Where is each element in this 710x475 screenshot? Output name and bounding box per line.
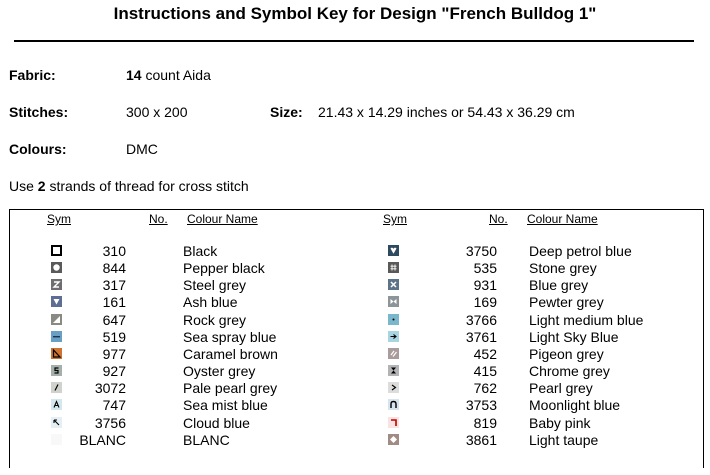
table-row xyxy=(51,346,361,363)
strand-count: 2 xyxy=(37,178,46,194)
colour-name: Light Sky Blue xyxy=(529,328,619,345)
size-value: 21.43 x 14.29 inches or 54.43 x 36.29 cm xyxy=(318,104,575,120)
no-header-right: No. xyxy=(489,212,508,226)
dmc-number: 3756 xyxy=(94,414,126,431)
table-row xyxy=(388,294,698,311)
table-row xyxy=(51,397,361,414)
dmc-number: 747 xyxy=(102,397,126,414)
colour-name: Deep petrol blue xyxy=(529,243,632,259)
table-row xyxy=(388,397,698,414)
instruction-suffix: strands of thread for cross stitch xyxy=(49,178,249,194)
table-row xyxy=(388,277,698,294)
name-header-left: Colour Name xyxy=(187,212,258,226)
dmc-number: 3761 xyxy=(465,328,497,345)
table-row xyxy=(388,380,698,397)
title-divider xyxy=(14,40,694,42)
dmc-number: 927 xyxy=(102,363,126,380)
dmc-number: 762 xyxy=(473,380,497,397)
fabric-value xyxy=(126,67,211,83)
table-row xyxy=(51,294,361,311)
dmc-number: 819 xyxy=(473,414,497,431)
colours-label: Colours: xyxy=(9,141,67,157)
colour-name: Pepper black xyxy=(183,260,265,277)
table-row xyxy=(51,329,361,346)
colour-name: Light taupe xyxy=(529,431,599,448)
colour-name: Ash blue xyxy=(183,294,238,311)
dmc-number: 977 xyxy=(102,345,126,362)
colour-name: Black xyxy=(183,243,218,259)
hatch-icon xyxy=(388,348,399,359)
dmc-number: 161 xyxy=(102,294,126,311)
hash-icon xyxy=(388,262,399,273)
dmc-number: 3753 xyxy=(465,397,497,414)
table-row xyxy=(51,243,361,260)
colour-name: Cloud blue xyxy=(183,414,250,431)
colour-name: Chrome grey xyxy=(529,363,610,380)
dmc-number: 519 xyxy=(102,328,126,345)
colour-name: Sea mist blue xyxy=(183,397,268,414)
dmc-number: 3861 xyxy=(465,431,497,448)
colour-name: Pearl grey xyxy=(529,380,593,397)
dmc-number: 3072 xyxy=(94,380,126,397)
colour-name: Blue grey xyxy=(529,277,589,294)
dmc-number: BLANC xyxy=(79,431,126,448)
colour-name: Pale pearl grey xyxy=(183,380,278,397)
arrow-right-icon xyxy=(388,331,399,342)
hourglass-icon xyxy=(388,365,399,376)
dmc-number: 931 xyxy=(473,277,497,294)
dmc-number: 3766 xyxy=(465,311,497,328)
corner-icon xyxy=(388,417,399,428)
colour-name: Pigeon grey xyxy=(529,345,604,362)
table-row xyxy=(388,415,698,432)
colour-name: Moonlight blue xyxy=(529,397,621,414)
no-header-left: No. xyxy=(149,212,168,226)
instruction-prefix: Use xyxy=(9,178,34,194)
table-row xyxy=(388,329,698,346)
dmc-number: 535 xyxy=(473,260,497,277)
colour-name: Rock grey xyxy=(183,311,247,328)
x-icon xyxy=(388,279,399,290)
dmc-number: 169 xyxy=(473,294,497,311)
table-row xyxy=(51,363,361,380)
diamond-icon xyxy=(388,434,399,445)
bowtie-icon xyxy=(388,296,399,307)
dot-icon xyxy=(388,314,399,325)
table-row xyxy=(388,363,698,380)
colour-name: Light medium blue xyxy=(529,311,644,328)
dmc-number: 310 xyxy=(102,243,126,259)
dmc-number: 844 xyxy=(102,260,126,277)
fabric-type: count Aida xyxy=(145,67,211,83)
table-row xyxy=(51,432,361,449)
size-label: Size: xyxy=(270,104,303,120)
sym-header-right: Sym xyxy=(383,212,407,226)
stitches-value: 300 x 200 xyxy=(126,104,188,120)
table-row xyxy=(51,260,361,277)
dmc-number: 647 xyxy=(102,311,126,328)
table-row xyxy=(388,243,698,260)
colour-name: Steel grey xyxy=(183,277,247,294)
table-row xyxy=(388,260,698,277)
table-row xyxy=(388,312,698,329)
dmc-number: 415 xyxy=(473,363,497,380)
chevron-right-icon xyxy=(388,382,399,393)
table-row xyxy=(388,432,698,449)
table-row xyxy=(51,277,361,294)
table-row xyxy=(51,415,361,432)
colour-name: Stone grey xyxy=(529,260,597,277)
dmc-number: 3750 xyxy=(465,243,497,259)
dmc-number: 452 xyxy=(473,345,497,362)
colour-name: Caramel brown xyxy=(183,345,278,362)
heart-icon xyxy=(388,245,399,256)
table-row xyxy=(51,312,361,329)
colour-name: Pewter grey xyxy=(529,294,604,311)
sym-header-left: Sym xyxy=(47,212,71,226)
colours-value: DMC xyxy=(126,141,158,157)
table-row xyxy=(388,346,698,363)
fabric-label: Fabric: xyxy=(9,67,56,83)
colour-name: BLANC xyxy=(183,431,230,448)
dmc-number: 317 xyxy=(102,277,126,294)
colour-name: Baby pink xyxy=(529,414,591,431)
arch-icon xyxy=(388,399,399,410)
name-header-right: Colour Name xyxy=(527,212,598,226)
colour-name: Oyster grey xyxy=(183,363,256,380)
table-row xyxy=(51,380,361,397)
fabric-count: 14 xyxy=(126,67,142,83)
colour-name: Sea spray blue xyxy=(183,328,277,345)
page-title: Instructions and Symbol Key for Design "French Bulldog 1" xyxy=(113,4,597,23)
stitches-label: Stitches: xyxy=(9,104,69,120)
thread-instruction xyxy=(9,178,249,194)
symbol-key-table xyxy=(9,209,704,468)
